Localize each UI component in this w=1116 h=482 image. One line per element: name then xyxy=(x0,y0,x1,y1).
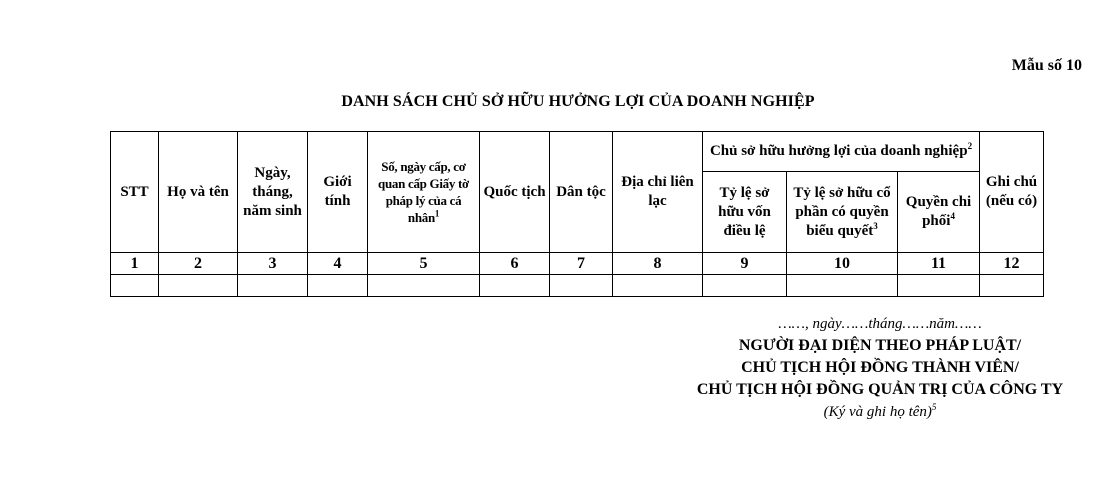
header-control-right xyxy=(898,172,980,253)
column-number: 11 xyxy=(898,253,980,275)
footnote-ref-4: 4 xyxy=(950,211,955,221)
column-number-row xyxy=(111,253,1044,275)
header-capital-ratio: Tỷ lệ sở hữu vốn điều lệ xyxy=(703,172,787,253)
header-ethnicity: Dân tộc xyxy=(550,132,613,253)
header-id-document xyxy=(368,132,480,253)
signature-note-label: (Ký và ghi họ tên) xyxy=(823,404,932,420)
column-number: 2 xyxy=(159,253,238,275)
footnote-ref-1: 1 xyxy=(434,208,440,219)
signatory-title-2: CHỦ TỊCH HỘI ĐỒNG THÀNH VIÊN/ xyxy=(741,359,1019,376)
beneficial-owners-table xyxy=(110,131,1044,297)
table-cell xyxy=(613,275,703,297)
header-gender: Giới tính xyxy=(308,132,368,253)
footnote-ref-2: 2 xyxy=(967,141,973,151)
column-number: 7 xyxy=(550,253,613,275)
column-number: 8 xyxy=(613,253,703,275)
table-cell xyxy=(898,275,980,297)
table-cell xyxy=(368,275,480,297)
table-cell xyxy=(703,275,787,297)
table-cell xyxy=(159,275,238,297)
header-stt: STT xyxy=(111,132,159,253)
table-cell xyxy=(980,275,1044,297)
column-number: 12 xyxy=(980,253,1044,275)
column-number: 1 xyxy=(111,253,159,275)
header-voting-ratio xyxy=(787,172,898,253)
column-number: 9 xyxy=(703,253,787,275)
table-cell xyxy=(550,275,613,297)
table-cell xyxy=(238,275,308,297)
signatory-title-3: CHỦ TỊCH HỘI ĐỒNG QUẢN TRỊ CỦA CÔNG TY xyxy=(696,381,1064,398)
header-name: Họ và tên xyxy=(159,132,238,253)
column-number: 10 xyxy=(787,253,898,275)
header-address: Địa chỉ liên lạc xyxy=(613,132,703,253)
header-beneficial-owner-group xyxy=(703,132,980,172)
signature-note xyxy=(600,401,1116,423)
footnote-ref-3: 3 xyxy=(873,220,878,231)
header-voting-ratio-label: Tỷ lệ sở hữu cổ phần có quyền biểu quyết xyxy=(793,184,891,239)
header-beneficial-owner-group-label: Chủ sở hữu hưởng lợi của doanh nghiệp xyxy=(709,143,968,159)
header-control-right-label: Quyền chi phối xyxy=(905,194,972,229)
signatory-title-1: NGƯỜI ĐẠI DIỆN THEO PHÁP LUẬT/ xyxy=(738,337,1022,354)
table-row-empty xyxy=(111,275,1044,297)
table-cell xyxy=(787,275,898,297)
column-number: 6 xyxy=(480,253,550,275)
column-number: 4 xyxy=(308,253,368,275)
header-nationality: Quốc tịch xyxy=(480,132,550,253)
date-line: ……, ngày……tháng……năm…… xyxy=(778,316,982,332)
table-cell xyxy=(308,275,368,297)
signature-block xyxy=(600,313,1116,423)
document-title: DANH SÁCH CHỦ SỞ HỮU HƯỞNG LỢI CỦA DOANH NGHIỆP xyxy=(341,93,815,110)
header-note: Ghi chú (nếu có) xyxy=(980,132,1044,253)
table-cell xyxy=(480,275,550,297)
column-number: 3 xyxy=(238,253,308,275)
header-dob: Ngày, tháng, năm sinh xyxy=(238,132,308,253)
column-number: 5 xyxy=(368,253,480,275)
footnote-ref-5: 5 xyxy=(931,402,937,412)
header-id-document-label: Số, ngày cấp, cơ quan cấp Giấy tờ pháp lý của cá nhân xyxy=(378,159,469,225)
form-number: Mẫu số 10 xyxy=(1011,57,1082,74)
table-cell xyxy=(111,275,159,297)
